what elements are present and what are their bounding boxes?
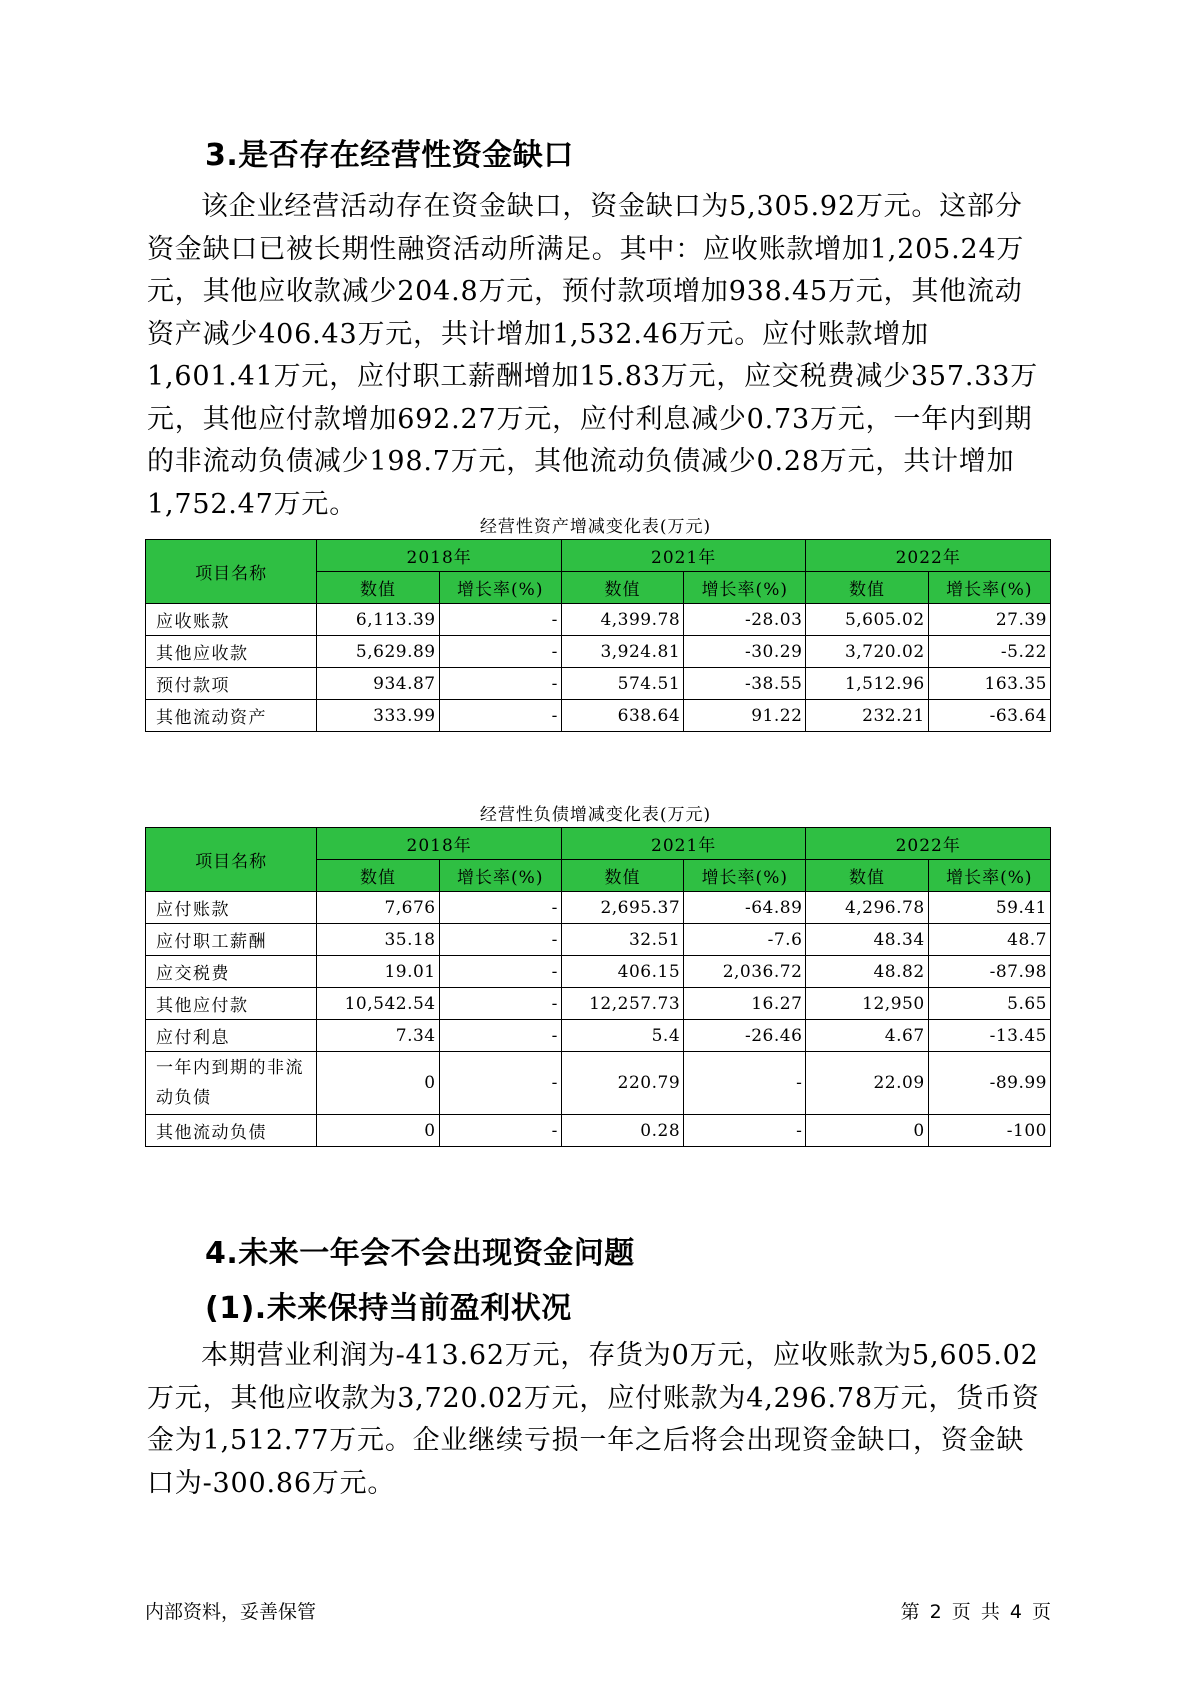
cell-growth: -5.22 — [928, 636, 1050, 668]
cell-value: 48.82 — [806, 956, 928, 988]
cell-growth: -38.55 — [684, 668, 806, 700]
assets-table — [145, 539, 1051, 732]
section-3-paragraph: 该企业经营活动存在资金缺口，资金缺口为5,305.92万元。这部分资金缺口已被长期性融资活动所满足。其中：应收账款增加1,205.24万元，其他应收款减少204.8万元，预付款项增加938.45万元，其他流动资产减少406.43万元，共计增加1,532.46万元。应付账款增加1,601.41万元，应付职工薪酬增加15.83万元，应交税费减少357.33万元，其他应付款增加692.27万元，应付利息减少0.73万元，一年内到期的非流动负债减少198.7万元，其他流动负债减少0.28万元，共计增加1,752.47万元。 — [147, 191, 1039, 520]
year-header: 2018年 — [317, 828, 562, 860]
cell-value: 406.15 — [561, 956, 683, 988]
value-header: 数值 — [561, 572, 683, 604]
cell-value: 220.79 — [561, 1052, 683, 1115]
section-4-heading: 4.未来一年会不会出现资金问题 — [205, 1236, 635, 1271]
row-name: 应付利息 — [146, 1020, 317, 1052]
cell-growth: -13.45 — [928, 1020, 1050, 1052]
value-header: 数值 — [806, 572, 928, 604]
table-row — [146, 1052, 1051, 1115]
cell-growth: -7.6 — [684, 924, 806, 956]
cell-value: 19.01 — [317, 956, 439, 988]
cell-growth: - — [439, 1020, 561, 1052]
table-row — [146, 988, 1051, 1020]
section-4-subheading: (1).未来保持当前盈利状况 — [205, 1291, 572, 1326]
cell-growth: - — [439, 988, 561, 1020]
growth-header: 增长率(%) — [928, 572, 1050, 604]
cell-growth: -26.46 — [684, 1020, 806, 1052]
cell-growth: - — [439, 892, 561, 924]
cell-growth: -64.89 — [684, 892, 806, 924]
cell-value: 10,542.54 — [317, 988, 439, 1020]
item-name-header: 项目名称 — [146, 540, 317, 604]
cell-growth: - — [439, 636, 561, 668]
cell-value: 574.51 — [561, 668, 683, 700]
row-name: 应交税费 — [146, 956, 317, 988]
cell-value: 35.18 — [317, 924, 439, 956]
cell-growth: - — [684, 1115, 806, 1147]
cell-value: 22.09 — [806, 1052, 928, 1115]
row-name: 应付账款 — [146, 892, 317, 924]
cell-growth: 48.7 — [928, 924, 1050, 956]
cell-value: 0 — [806, 1115, 928, 1147]
cell-value: 7.34 — [317, 1020, 439, 1052]
cell-value: 232.21 — [806, 700, 928, 732]
cell-value: 0.28 — [561, 1115, 683, 1147]
cell-growth: -89.99 — [928, 1052, 1050, 1115]
cell-growth: 91.22 — [684, 700, 806, 732]
growth-header: 增长率(%) — [439, 572, 561, 604]
item-name-header: 项目名称 — [146, 828, 317, 892]
cell-value: 3,720.02 — [806, 636, 928, 668]
liabilities-table — [145, 827, 1051, 1147]
cell-growth: - — [439, 604, 561, 636]
growth-header: 增长率(%) — [684, 860, 806, 892]
cell-growth: -87.98 — [928, 956, 1050, 988]
cell-value: 2,695.37 — [561, 892, 683, 924]
footer-confidential-note: 内部资料，妥善保管 — [145, 1601, 317, 1623]
cell-value: 638.64 — [561, 700, 683, 732]
row-name: 应付职工薪酬 — [146, 924, 317, 956]
cell-growth: -28.03 — [684, 604, 806, 636]
cell-value: 5,629.89 — [317, 636, 439, 668]
value-header: 数值 — [561, 860, 683, 892]
cell-value: 12,257.73 — [561, 988, 683, 1020]
table-row — [146, 1020, 1051, 1052]
table-row — [146, 1115, 1051, 1147]
cell-growth: - — [439, 1115, 561, 1147]
assets-table-caption: 经营性资产增减变化表(万元) — [479, 517, 712, 537]
row-name: 其他应收款 — [146, 636, 317, 668]
cell-value: 4,296.78 — [806, 892, 928, 924]
value-header: 数值 — [806, 860, 928, 892]
table-row — [146, 668, 1051, 700]
value-header: 数值 — [317, 860, 439, 892]
year-header: 2021年 — [561, 540, 806, 572]
year-header: 2022年 — [806, 540, 1051, 572]
cell-growth: - — [439, 668, 561, 700]
year-header: 2018年 — [317, 540, 562, 572]
cell-growth: - — [684, 1052, 806, 1115]
cell-value: 12,950 — [806, 988, 928, 1020]
cell-value: 333.99 — [317, 700, 439, 732]
cell-growth: 59.41 — [928, 892, 1050, 924]
cell-growth: - — [439, 924, 561, 956]
growth-header: 增长率(%) — [684, 572, 806, 604]
section-4-paragraph: 本期营业利润为-413.62万元，存货为0万元，应收账款为5,605.02万元，其他应收款为3,720.02万元，应付账款为4,296.78万元，货币资金为1,512.77万元。企业继续亏损一年之后将会出现资金缺口，资金缺口为-300.86万元。 — [147, 1340, 1040, 1499]
cell-growth: - — [439, 700, 561, 732]
row-name: 一年内到期的非流动负债 — [146, 1052, 317, 1115]
value-header: 数值 — [317, 572, 439, 604]
cell-value: 934.87 — [317, 668, 439, 700]
cell-growth: - — [439, 956, 561, 988]
year-header: 2022年 — [806, 828, 1051, 860]
growth-header: 增长率(%) — [439, 860, 561, 892]
section-3-heading: 3.是否存在经营性资金缺口 — [205, 138, 574, 173]
cell-value: 7,676 — [317, 892, 439, 924]
table-row — [146, 636, 1051, 668]
row-name: 其他流动负债 — [146, 1115, 317, 1147]
cell-growth: 5.65 — [928, 988, 1050, 1020]
table-row — [146, 892, 1051, 924]
cell-growth: - — [439, 1052, 561, 1115]
cell-value: 1,512.96 — [806, 668, 928, 700]
cell-value: 0 — [317, 1115, 439, 1147]
cell-value: 5,605.02 — [806, 604, 928, 636]
table-row — [146, 604, 1051, 636]
cell-value: 4,399.78 — [561, 604, 683, 636]
cell-growth: -63.64 — [928, 700, 1050, 732]
cell-value: 4.67 — [806, 1020, 928, 1052]
cell-growth: 16.27 — [684, 988, 806, 1020]
cell-value: 0 — [317, 1052, 439, 1115]
row-name: 预付款项 — [146, 668, 317, 700]
cell-growth: 2,036.72 — [684, 956, 806, 988]
cell-growth: 163.35 — [928, 668, 1050, 700]
row-name: 其他流动资产 — [146, 700, 317, 732]
row-name: 应收账款 — [146, 604, 317, 636]
cell-growth: 27.39 — [928, 604, 1050, 636]
table-row — [146, 956, 1051, 988]
cell-value: 5.4 — [561, 1020, 683, 1052]
liabilities-table-caption: 经营性负债增减变化表(万元) — [479, 805, 712, 825]
growth-header: 增长率(%) — [928, 860, 1050, 892]
cell-growth: -100 — [928, 1115, 1050, 1147]
footer-page-number: 第 2 页 共 4 页 — [900, 1601, 1051, 1623]
cell-value: 48.34 — [806, 924, 928, 956]
cell-value: 3,924.81 — [561, 636, 683, 668]
year-header: 2021年 — [561, 828, 806, 860]
table-row — [146, 924, 1051, 956]
row-name: 其他应付款 — [146, 988, 317, 1020]
cell-growth: -30.29 — [684, 636, 806, 668]
cell-value: 32.51 — [561, 924, 683, 956]
cell-value: 6,113.39 — [317, 604, 439, 636]
table-row — [146, 700, 1051, 732]
